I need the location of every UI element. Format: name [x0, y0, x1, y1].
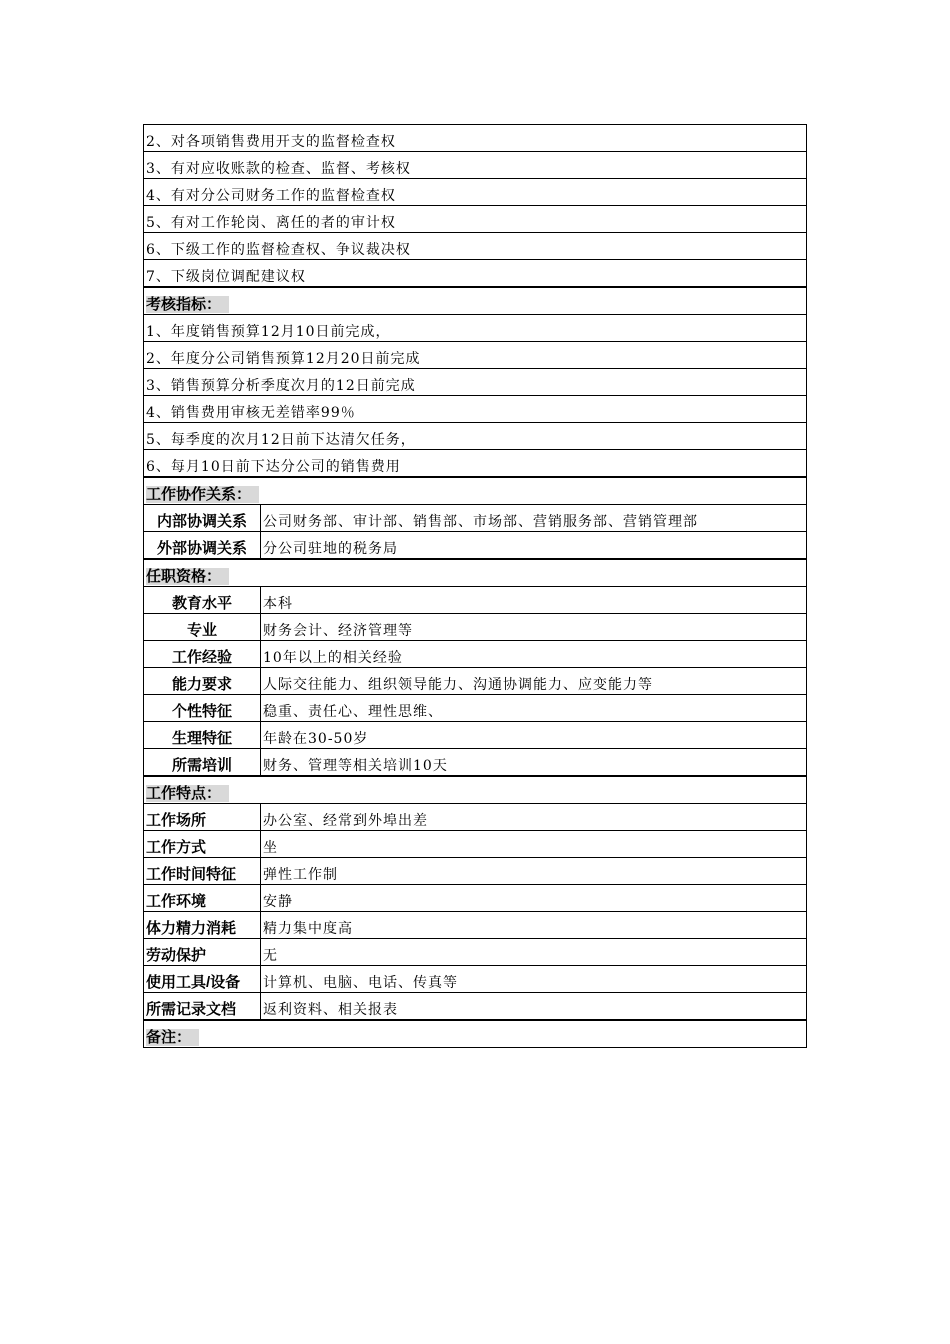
- feature-label: 使用工具/设备: [144, 966, 261, 993]
- kpi-item: 5、每季度的次月12日前下达清欠任务，: [144, 423, 807, 450]
- qualification-label: 个性特征: [144, 695, 261, 722]
- feature-row: [144, 966, 807, 993]
- feature-label: 劳动保护: [144, 939, 261, 966]
- kpi-item: 2、年度分公司销售预算12月20日前完成: [144, 342, 807, 369]
- feature-label: 工作场所: [144, 804, 261, 831]
- feature-label: 工作方式: [144, 831, 261, 858]
- feature-value: 计算机、电脑、电话、传真等: [261, 966, 807, 993]
- feature-label: 体力精力消耗: [144, 912, 261, 939]
- kpi-header: 考核指标：: [144, 287, 807, 315]
- qualification-label: 工作经验: [144, 641, 261, 668]
- qualification-row: [144, 668, 807, 695]
- qualification-row: [144, 587, 807, 614]
- qualification-label: 教育水平: [144, 587, 261, 614]
- cooperation-label: 外部协调关系: [144, 532, 261, 560]
- features-header: 工作特点：: [144, 776, 807, 804]
- qualification-value: 财务会计、经济管理等: [261, 614, 807, 641]
- qualification-value: 财务、管理等相关培训10天: [261, 749, 807, 777]
- kpi-item: 4、销售费用审核无差错率99％: [144, 396, 807, 423]
- feature-value: 办公室、经常到外埠出差: [261, 804, 807, 831]
- qualification-value: 人际交往能力、组织领导能力、沟通协调能力、应变能力等: [261, 668, 807, 695]
- qualification-header: 任职资格：: [144, 559, 807, 587]
- cooperation-value: 分公司驻地的税务局: [261, 532, 807, 560]
- cooperation-row: [144, 532, 807, 560]
- qualification-value: 稳重、责任心、理性思维、: [261, 695, 807, 722]
- feature-row: [144, 831, 807, 858]
- authority-item: 7、下级岗位调配建议权: [144, 260, 807, 288]
- qualification-label: 专业: [144, 614, 261, 641]
- kpi-item: 1、年度销售预算12月10日前完成，: [144, 315, 807, 342]
- feature-row: [144, 804, 807, 831]
- authority-item: 3、有对应收账款的检查、监督、考核权: [144, 152, 807, 179]
- qualification-row: [144, 722, 807, 749]
- kpi-item: 3、销售预算分析季度次月的12日前完成: [144, 369, 807, 396]
- feature-label: 工作环境: [144, 885, 261, 912]
- authority-item: 6、下级工作的监督检查权、争议裁决权: [144, 233, 807, 260]
- authority-item: 2、对各项销售费用开支的监督检查权: [144, 125, 807, 152]
- feature-value: 安静: [261, 885, 807, 912]
- qualification-label: 所需培训: [144, 749, 261, 777]
- job-description-table: [143, 124, 807, 1048]
- feature-row: [144, 885, 807, 912]
- qualification-row: [144, 614, 807, 641]
- qualification-value: 10年以上的相关经验: [261, 641, 807, 668]
- qualification-row: [144, 749, 807, 777]
- qualification-row: [144, 695, 807, 722]
- cooperation-row: [144, 505, 807, 532]
- feature-row: [144, 858, 807, 885]
- feature-row: [144, 912, 807, 939]
- feature-value: 坐: [261, 831, 807, 858]
- cooperation-header: 工作协作关系：: [144, 477, 807, 505]
- feature-value: 无: [261, 939, 807, 966]
- remarks-header: 备注：: [144, 1020, 807, 1048]
- authority-item: 5、有对工作轮岗、离任的者的审计权: [144, 206, 807, 233]
- qualification-row: [144, 641, 807, 668]
- qualification-label: 能力要求: [144, 668, 261, 695]
- feature-value: 精力集中度高: [261, 912, 807, 939]
- cooperation-label: 内部协调关系: [144, 505, 261, 532]
- qualification-value: 年龄在30-50岁: [261, 722, 807, 749]
- qualification-value: 本科: [261, 587, 807, 614]
- feature-value: 弹性工作制: [261, 858, 807, 885]
- kpi-item: 6、每月10日前下达分公司的销售费用: [144, 450, 807, 478]
- feature-label: 工作时间特征: [144, 858, 261, 885]
- authority-item: 4、有对分公司财务工作的监督检查权: [144, 179, 807, 206]
- feature-row: [144, 993, 807, 1021]
- feature-value: 返利资料、相关报表: [261, 993, 807, 1021]
- cooperation-value: 公司财务部、审计部、销售部、市场部、营销服务部、营销管理部: [261, 505, 807, 532]
- feature-row: [144, 939, 807, 966]
- feature-label: 所需记录文档: [144, 993, 261, 1021]
- qualification-label: 生理特征: [144, 722, 261, 749]
